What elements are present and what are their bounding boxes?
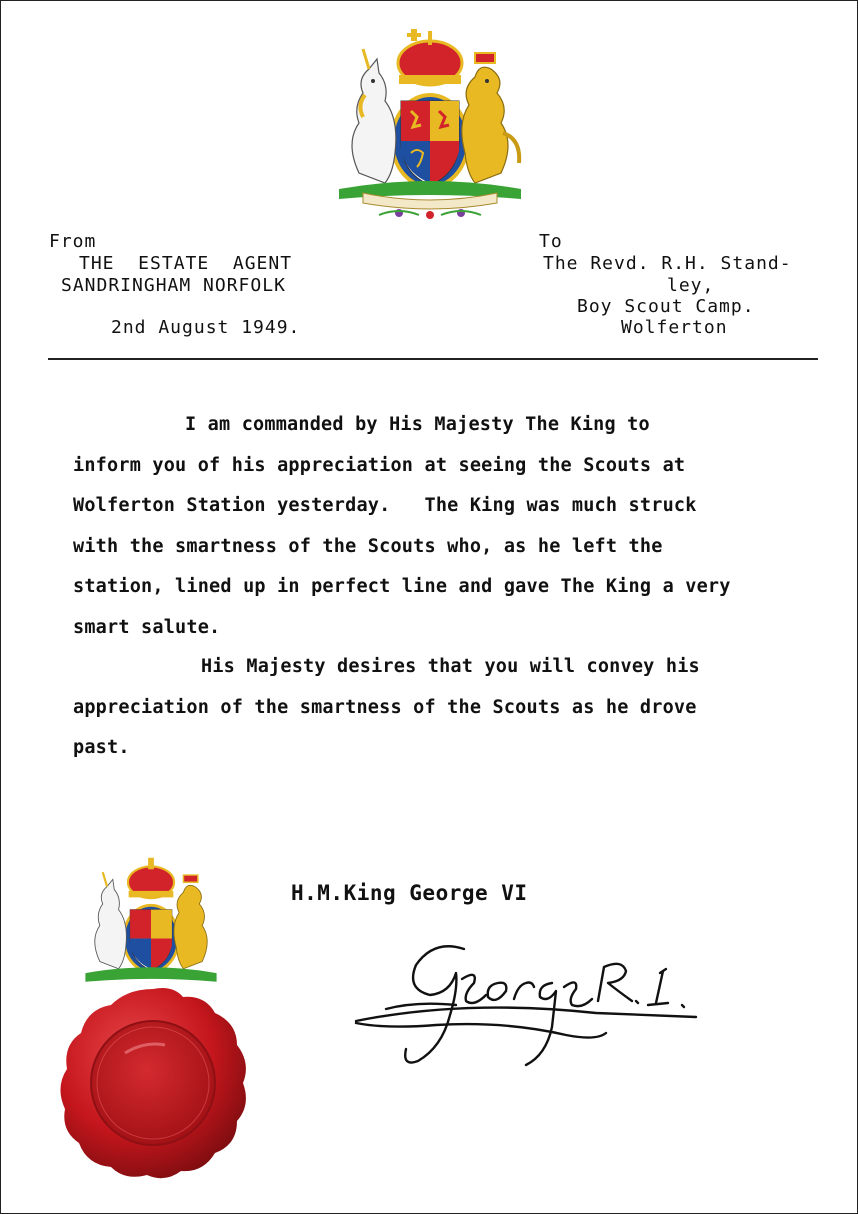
wax-seal-icon <box>55 983 251 1183</box>
body-line: station, lined up in perfect line and gave The King a very <box>73 576 731 597</box>
from-label: From <box>49 231 97 252</box>
header-divider <box>48 358 818 360</box>
recipient-address-line1: Boy Scout Camp. <box>577 296 755 317</box>
body-line: past. <box>73 737 130 758</box>
signatory-name: H.M.King George VI <box>291 881 528 905</box>
royal-coat-of-arms-icon <box>319 23 541 223</box>
handwritten-signature <box>346 929 706 1079</box>
sender-title: THE ESTATE AGENT <box>79 253 293 274</box>
recipient-address-line2: Wolferton <box>621 317 728 338</box>
body-line: appreciation of the smartness of the Scouts as he drove <box>73 697 697 718</box>
letter-date: 2nd August 1949. <box>111 317 301 338</box>
royal-coat-of-arms-icon <box>71 853 231 998</box>
recipient-name-line2: ley, <box>667 275 715 296</box>
body-line: I am commanded by His Majesty The King to <box>185 414 650 435</box>
body-line: Wolferton Station yesterday. The King was much struck <box>73 495 697 516</box>
sender-location: SANDRINGHAM NORFOLK <box>61 275 286 296</box>
recipient-name-line1: The Revd. R.H. Stand- <box>543 253 792 274</box>
body-line: His Majesty desires that you will convey his <box>201 656 700 677</box>
body-line: with the smartness of the Scouts who, as he left the <box>73 536 663 557</box>
body-line: inform you of his appreciation at seeing the Scouts at <box>73 455 686 476</box>
body-line: smart salute. <box>73 617 221 638</box>
to-label: To <box>539 231 563 252</box>
